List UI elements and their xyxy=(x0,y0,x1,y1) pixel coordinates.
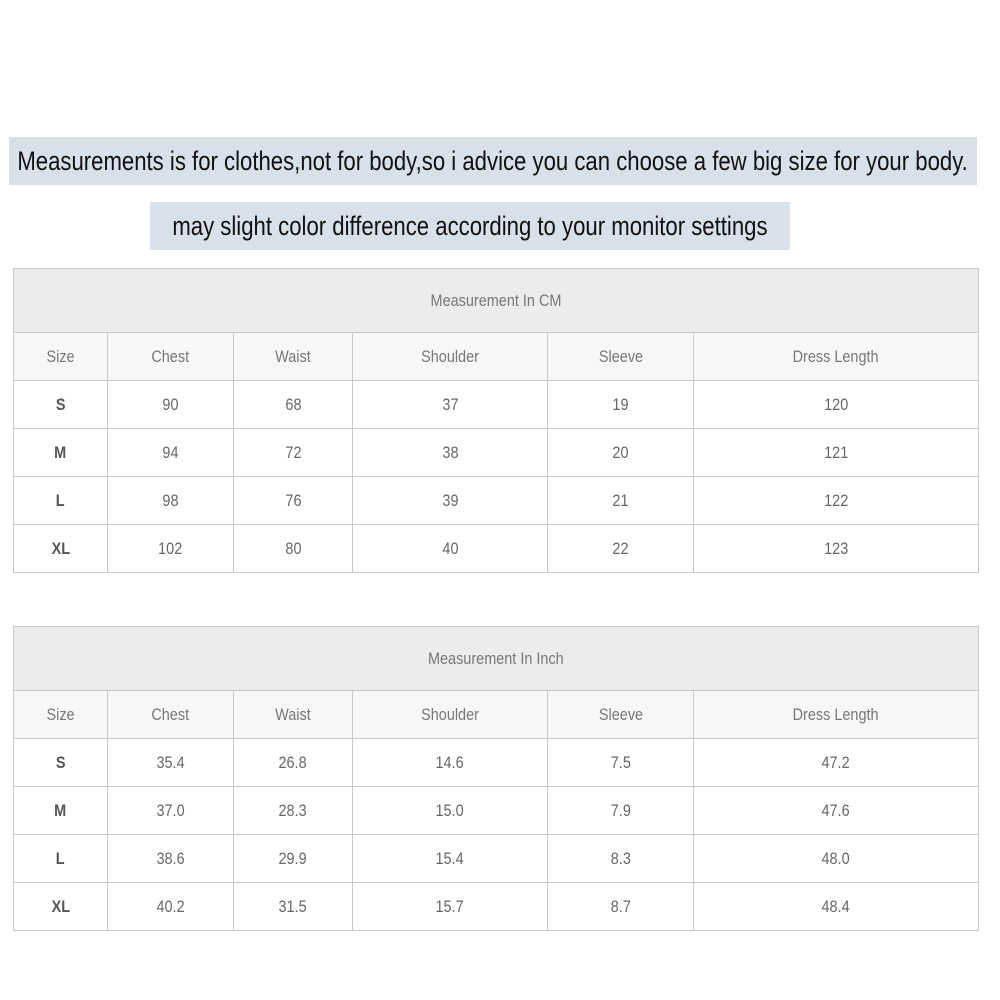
shoulder-cell xyxy=(353,477,548,525)
notice-color-difference xyxy=(150,202,790,250)
table-title-text: Measurement In CM xyxy=(430,290,562,310)
waist-cell xyxy=(234,381,353,429)
dress-length-cell xyxy=(694,429,979,477)
cell-value: 94 xyxy=(162,442,179,462)
cell-value: 121 xyxy=(823,442,849,462)
column-header-label: Dress Length xyxy=(793,704,879,724)
cell-value: 68 xyxy=(284,394,302,414)
cell-value: 123 xyxy=(823,538,849,558)
table-row xyxy=(14,477,979,525)
dress-length-cell xyxy=(694,739,979,787)
shoulder-cell xyxy=(353,787,548,835)
size-table-cm xyxy=(13,268,979,573)
column-header-chest xyxy=(108,691,234,739)
size-table-inch xyxy=(13,626,979,931)
cell-value: 102 xyxy=(158,538,183,558)
waist-cell xyxy=(234,429,353,477)
sleeve-cell xyxy=(548,739,694,787)
table-title xyxy=(14,627,979,691)
cell-value: 31.5 xyxy=(278,896,308,916)
table-row xyxy=(14,429,979,477)
size-cell xyxy=(14,477,108,525)
table-title-row xyxy=(14,627,979,691)
shoulder-cell xyxy=(353,429,548,477)
chest-cell xyxy=(108,381,234,429)
column-header-dress-length xyxy=(694,691,979,739)
column-header-shoulder xyxy=(353,333,548,381)
cell-value: 20 xyxy=(612,442,629,462)
chest-cell xyxy=(108,429,234,477)
table-row xyxy=(14,835,979,883)
table-row xyxy=(14,787,979,835)
notice-clothes-measurement xyxy=(9,137,977,185)
shoulder-cell xyxy=(353,525,548,573)
shoulder-cell xyxy=(353,381,548,429)
cell-value: 15.0 xyxy=(435,800,465,820)
column-header-waist xyxy=(234,691,353,739)
column-header-sleeve xyxy=(548,333,694,381)
table-title-text: Measurement In Inch xyxy=(428,648,564,668)
cell-value: 72 xyxy=(284,442,302,462)
size-cell xyxy=(14,787,108,835)
table-title xyxy=(14,269,979,333)
cell-value: 76 xyxy=(284,490,302,510)
sleeve-cell xyxy=(548,477,694,525)
column-header-label: Size xyxy=(46,346,75,366)
cell-value: 29.9 xyxy=(278,848,308,868)
cell-value: M xyxy=(54,442,67,462)
sleeve-cell xyxy=(548,835,694,883)
column-header-label: Waist xyxy=(275,704,311,724)
waist-cell xyxy=(234,787,353,835)
column-header-label: Sleeve xyxy=(598,346,643,366)
table-header-row xyxy=(14,691,979,739)
column-header-label: Sleeve xyxy=(598,704,643,724)
dress-length-cell xyxy=(694,381,979,429)
chest-cell xyxy=(108,835,234,883)
cell-value: S xyxy=(55,752,66,772)
column-header-label: Shoulder xyxy=(421,346,479,366)
chest-cell xyxy=(108,739,234,787)
cell-value: 40 xyxy=(441,538,459,558)
cell-value: 38 xyxy=(441,442,459,462)
cell-value: 80 xyxy=(284,538,302,558)
cell-value: 98 xyxy=(162,490,179,510)
column-header-label: Waist xyxy=(275,346,311,366)
sleeve-cell xyxy=(548,883,694,931)
cell-value: 26.8 xyxy=(278,752,308,772)
cell-value: L xyxy=(56,490,65,510)
column-header-label: Shoulder xyxy=(421,704,479,724)
dress-length-cell xyxy=(694,883,979,931)
cell-value: 21 xyxy=(612,490,629,510)
size-cell xyxy=(14,835,108,883)
column-header-label: Dress Length xyxy=(793,346,879,366)
dress-length-cell xyxy=(694,477,979,525)
size-cell xyxy=(14,739,108,787)
chest-cell xyxy=(108,525,234,573)
column-header-label: Size xyxy=(46,704,75,724)
cell-value: XL xyxy=(51,896,70,916)
column-header-label: Chest xyxy=(151,346,190,366)
table-header-row xyxy=(14,333,979,381)
size-cell xyxy=(14,525,108,573)
cell-value: 47.2 xyxy=(821,752,851,772)
cell-value: 122 xyxy=(823,490,849,510)
cell-value: 19 xyxy=(612,394,629,414)
size-cell xyxy=(14,381,108,429)
dress-length-cell xyxy=(694,525,979,573)
cell-value: 7.5 xyxy=(610,752,631,772)
cell-value: 48.0 xyxy=(821,848,851,868)
shoulder-cell xyxy=(353,883,548,931)
chest-cell xyxy=(108,787,234,835)
cell-value: 90 xyxy=(162,394,179,414)
cell-value: 28.3 xyxy=(278,800,308,820)
cell-value: M xyxy=(54,800,67,820)
column-header-size xyxy=(14,333,108,381)
cell-value: 120 xyxy=(823,394,849,414)
table-title-row xyxy=(14,269,979,333)
column-header-shoulder xyxy=(353,691,548,739)
cell-value: 39 xyxy=(441,490,459,510)
cell-value: 15.7 xyxy=(435,896,465,916)
size-cell xyxy=(14,429,108,477)
column-header-sleeve xyxy=(548,691,694,739)
size-cell xyxy=(14,883,108,931)
shoulder-cell xyxy=(353,835,548,883)
sleeve-cell xyxy=(548,787,694,835)
cell-value: 37 xyxy=(441,394,459,414)
chest-cell xyxy=(108,477,234,525)
shoulder-cell xyxy=(353,739,548,787)
dress-length-cell xyxy=(694,787,979,835)
waist-cell xyxy=(234,883,353,931)
cell-value: 8.7 xyxy=(610,896,631,916)
cell-value: L xyxy=(56,848,65,868)
column-header-chest xyxy=(108,333,234,381)
cell-value: 48.4 xyxy=(821,896,851,916)
cell-value: 15.4 xyxy=(435,848,465,868)
cell-value: 7.9 xyxy=(610,800,631,820)
waist-cell xyxy=(234,525,353,573)
sleeve-cell xyxy=(548,525,694,573)
cell-value: 37.0 xyxy=(156,800,185,820)
table-row xyxy=(14,525,979,573)
sleeve-cell xyxy=(548,429,694,477)
dress-length-cell xyxy=(694,835,979,883)
cell-value: 35.4 xyxy=(156,752,185,772)
notice-clothes-measurement-text: Measurements is for clothes,not for body,so i advice you can choose a few big size for your body. xyxy=(17,145,969,176)
cell-value: 38.6 xyxy=(156,848,185,868)
cell-value: 22 xyxy=(612,538,629,558)
column-header-label: Chest xyxy=(151,704,190,724)
waist-cell xyxy=(234,477,353,525)
cell-value: 8.3 xyxy=(610,848,631,868)
waist-cell xyxy=(234,835,353,883)
waist-cell xyxy=(234,739,353,787)
cell-value: 40.2 xyxy=(156,896,185,916)
cell-value: 14.6 xyxy=(435,752,465,772)
column-header-dress-length xyxy=(694,333,979,381)
cell-value: 47.6 xyxy=(821,800,851,820)
table-row xyxy=(14,381,979,429)
column-header-size xyxy=(14,691,108,739)
cell-value: XL xyxy=(51,538,70,558)
table-row xyxy=(14,739,979,787)
column-header-waist xyxy=(234,333,353,381)
sleeve-cell xyxy=(548,381,694,429)
cell-value: S xyxy=(55,394,66,414)
notice-color-difference-text: may slight color difference according to your monitor settings xyxy=(172,210,768,241)
table-row xyxy=(14,883,979,931)
chest-cell xyxy=(108,883,234,931)
